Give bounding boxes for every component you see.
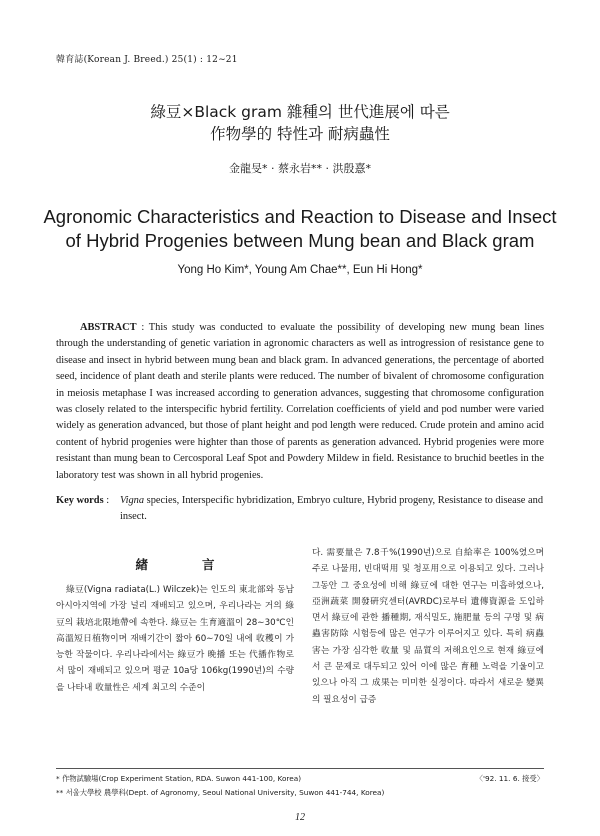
abstract-separator: : [136,322,149,333]
english-authors: Yong Ho Kim*, Young Am Chae**, Eun Hi Hong* [177,264,423,276]
keywords [56,493,544,526]
abstract-text: This study was conducted to evaluate the possibility of developing new mung bean lines through the understanding of genetic variation in agronomic characters as well as introgression of resistance gene to disease and insect in hybrid between mung bean and black gram. In advanced generations, the percentage of aborted seed, incidence of plant death and sterile plants were reduced. The number of bivalent of chromosome configuration in meiosis metaphase I was increased according to generation advances, suggesting that chromosome configuration was closely related to the interspecific hybrid fertility. Correlation coefficients of yield and pod number were varied widely as generation advanced, but those of plant height and pod length were reduced. Crude protein and amino acid content of hybrid progenies were highter than those of parents as generation advanced. Hybrid progenies were more resistant than mung bean to Cercosporal Leaf Spot and Powdery Mildew in field. Resistance to bruchid beetles in the laboratory test was shown in all hybrid progenies. [56,322,544,481]
english-title-line-2: of Hybrid Progenies between Mung bean and Black gram [65,230,535,251]
keywords-label: Key words [56,495,104,506]
intro-right-column: 다. 需要量은 7.8千%(1990년)으로 自給率은 100%였으며 주로 나물用, 빈대떡用 및 청포用으로 이용되고 있다. 그러나 그동안 그 중요성에 비해 綠豆에 대한 연구는 미흡하였으나, 亞洲蔬菜 開發硏究센터(AVRDC)로부터 遺傳資源을 도입하면서 綠豆에 관한 播種期, 재식밀도, 施肥量 등의 구명 및 病蟲害防除 시험등에 많은 연구가 이루어지고 있다. 특히 病蟲害는 가장 심각한 收量 및 品質의 저해요인으로 현재 綠豆에서 큰 문제로 대두되고 있어 이에 많은 育種 노력을 기울이고 있으나 아직 그 成果는 미미한 실정이다. 따라서 새로운 變異의 필요성이 급증 [312,548,544,705]
abstract-label: ABSTRACT [80,322,137,333]
abstract [56,320,544,484]
intro-heading: 緖言 [135,557,269,572]
journal-citation: 韓育誌(Korean J. Breed.) 25(1) : 12∼21 [56,55,238,65]
keywords-text: species, Interspecific hybridization, Embryo culture, Hybrid progeny, Resistance to disease and insect. [120,495,544,523]
footnote-2: ** 서울大學校 農學科(Dept. of Agronomy, Seoul National University, Suwon 441-744, Korea) [56,788,385,797]
page-number: 12 [295,812,305,823]
footnote-1-text: * 作物試驗場(Crop Experiment Station, RDA. Suwon 441-100, Korea) [56,774,302,783]
footnote-divider [56,768,544,769]
korean-authors: 金龍旻* · 蔡永岩** · 洪殷憙* [229,162,371,175]
keywords-separator: : [103,495,110,506]
korean-title-line-1: 綠豆×Black gram 雜種의 世代進展에 따른 [150,103,450,121]
keywords-italic-term: Vigna [120,495,145,507]
korean-title-line-2: 作物學的 特性과 耐病蟲性 [210,125,390,143]
footnote-1 [56,774,544,784]
english-title-line-1: Agronomic Characteristics and Reaction to Disease and Insect [43,206,557,227]
intro-left-column: 綠豆(Vigna radiata(L.) Wilczek)는 인도의 東北部와 동남 아시아지역에 가장 널리 재배되고 있으며, 우리나라는 거의 綠豆의 栽培北限地帶에 속한다. 綠豆는 生育適溫이 28∼30℃인 高溫短日植物이며 재배기간이 짧아 60∼70일 내에 收穫이 가능한 작물이다. 우리나라에서는 綠豆가 晩播 또는 代播作物로서 많이 재배되고 있으며 평균 10a당 106kg(1990년)의 수량을 나타내 收量性은 세계 최고의 수준이 [56,585,294,693]
keywords-body [56,493,544,526]
received-date: 〈'92. 11. 6. 接受〉 [475,774,544,783]
